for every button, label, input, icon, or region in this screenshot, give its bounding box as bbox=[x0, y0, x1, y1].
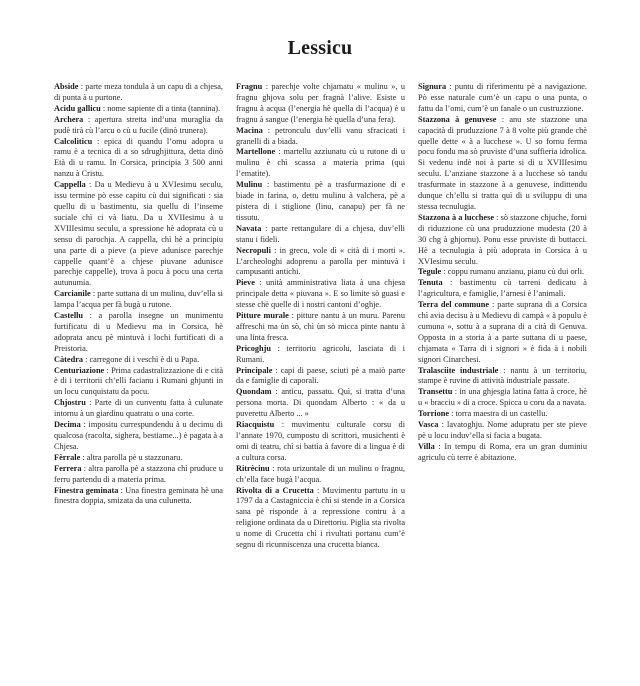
glossary-entry bbox=[418, 409, 587, 420]
glossary-entry bbox=[236, 464, 405, 486]
glossary-definition: : bastimentu cù tarreni dedicatu à l’agricultura, e famiglie, l’arnesi è l’animali. bbox=[418, 278, 587, 299]
glossary-term: Centurìazione bbox=[54, 365, 105, 375]
glossary-entry bbox=[54, 137, 223, 181]
glossary-definition: : epica di quandu l’omu adopra u ramu è a tecnica di a so sdrughjittura, detta dinò Età di u ramu. In Corsica, principia 3 500 anni nanzu à Cristu. bbox=[54, 136, 223, 179]
glossary-definition: : pitture nantu à un muru. Parenu affreschi ma ùn sò, chì ùn sò micca pinte nantu à una linta fresca. bbox=[236, 311, 405, 342]
glossary-entry bbox=[236, 344, 405, 366]
glossary-entry bbox=[236, 311, 405, 344]
glossary-term: Finestra geminata bbox=[54, 485, 119, 495]
glossary-entry bbox=[54, 420, 223, 453]
glossary-term: Torrione bbox=[418, 409, 450, 419]
glossary-term: Fèrrale bbox=[54, 452, 81, 462]
glossary-entry bbox=[418, 366, 587, 388]
glossary-entry bbox=[54, 289, 223, 311]
glossary-term: Ritrècinu bbox=[236, 463, 270, 473]
glossary-entry bbox=[236, 486, 405, 551]
glossary-entry bbox=[236, 224, 405, 246]
glossary-term: Navata bbox=[236, 223, 262, 233]
glossary-entry bbox=[54, 464, 223, 486]
glossary-definition: : carregone di i veschì è di u Papa. bbox=[83, 354, 200, 364]
glossary-entry bbox=[418, 442, 587, 464]
glossary-definition: : capi di paese, sciuti pè a maiò parte da e famiglie di caporali. bbox=[236, 365, 405, 386]
glossary-column-1 bbox=[54, 82, 223, 507]
glossary-term: Pieve bbox=[236, 278, 255, 288]
glossary-definition: : puntu di riferimentu pè a navigazione. Pò esse naturale cum’è un capu o una punta, o fattu da l’omi, cum’è un fanale o un custruzzione. bbox=[418, 82, 587, 113]
glossary-definition: : Una finestra geminata hè una finestra doppia, smizata da una culunetta. bbox=[54, 485, 223, 506]
glossary-definition: : torra maestra di un castellu. bbox=[449, 409, 548, 419]
glossary-definition: : coppu rumanu anzianu, pianu cù dui orli. bbox=[441, 267, 585, 277]
page-title: Lessicu bbox=[287, 37, 353, 59]
glossary-entry bbox=[54, 180, 223, 289]
glossary-term: Villa bbox=[418, 441, 435, 451]
glossary-entry bbox=[236, 278, 405, 311]
glossary-definition: : apertura stretta ind’una muraglia da pudè tirà cù l’arcu o cù u fucile (dinò trunera). bbox=[54, 114, 223, 135]
glossary-term: Castellu bbox=[54, 311, 84, 321]
glossary-definition: : rota urizuntale di un mulinu o fragnu, ch’ella face bugà l’acqua. bbox=[236, 463, 405, 484]
glossary-entry bbox=[418, 82, 587, 115]
glossary-term: Transettu bbox=[418, 387, 453, 397]
glossary-entry bbox=[54, 398, 223, 420]
glossary-definition: : petronculu duv’elli vanu sfracicati i granelli di a biada. bbox=[236, 125, 405, 146]
glossary-definition: : parte rettangulare di a chjesa, duv’elli stanu i fideli. bbox=[236, 223, 405, 244]
glossary-term: Carcianile bbox=[54, 289, 91, 299]
glossary-definition: : parechje volte chjamatu « mulinu », u fragnu ghjova solu per fragnà l’alive. Esiste u fragnu à acqua (l’energia hè quella di l’acqua) è u fragnu à sangue (l’energia hè quella d’una fera). bbox=[236, 82, 405, 124]
glossary-definition: : parte suttana di un mulinu, duv’ella si lampa l’acqua per fà bugà u rutone. bbox=[54, 289, 223, 310]
glossary-definition: : Da u Medievu à u XVIesimu seculu, issu termine pò esse capitu cù dui significati : sia quellu di u bastimentu, sia quellu di l’inseme suciale chì ci và liatu. Da u XVIIesimu à u XVIIIesimu seculu, a spressione hè adoprata cù u sensu di parochja. A cappella, chì hè a principiu una parte di a pieve (a pieve adunisce parechje cappelle quant’è a chjese piuvane adunisce parechje cappelle), trova à pocu à pocu una certa autunumia. bbox=[54, 180, 223, 288]
glossary-definition: : muvimentu culturale corsu di l’annate 1970, cumpostu di scrittori, musichenti è omi di teatru, chì si battìa à favore di a lingua è di a cultura corsa. bbox=[236, 420, 405, 462]
glossary-entry bbox=[418, 115, 587, 213]
glossary-definition: : anticu, passatu. Quì, si tratta d’una persona morta. Di quondam Alberto : « da u puverettu Alberto ... » bbox=[236, 387, 405, 419]
glossary-entry bbox=[54, 486, 223, 508]
glossary-entry bbox=[418, 213, 587, 268]
glossary-term: Principale bbox=[236, 365, 273, 375]
glossary-term: Mulinu bbox=[236, 180, 263, 190]
glossary-definition: : altra parolla pè u stazzunaru. bbox=[80, 452, 183, 462]
glossary-definition: : parte suprana di a Corsica chì avia decisu à u Medievu di campà « à populu è cumuna », sottu à a suprana di a cità di Genuva. Opposta in a storia à a parte suttana di u paese, chjamata « Tarra di i signori » è fida à i nobili signori Cinarchesi. bbox=[418, 300, 587, 364]
glossary-entry bbox=[236, 82, 405, 126]
glossary-definition: : Prima cadastralizzazione di e cità è di i territorii ch’elli facianu i Rumani ghjunti in un locu cunquistatu da pocu. bbox=[54, 365, 223, 397]
glossary-term: Tenuta bbox=[418, 278, 443, 288]
glossary-definition: : impositu currespundendu à u decimu di qualcosa (racolta, sighera, bestiame...) è pagata à a Chjesa. bbox=[54, 420, 223, 451]
glossary-term: Pitture murale bbox=[236, 311, 289, 321]
glossary-term: Càtedra bbox=[54, 354, 84, 364]
glossary-entry bbox=[418, 267, 587, 278]
glossary-entry bbox=[418, 387, 587, 409]
glossary-definition: : territoriu agricolu, lasciata di i Rumani. bbox=[236, 343, 405, 364]
glossary-entry bbox=[54, 453, 223, 464]
glossary-entry bbox=[236, 366, 405, 388]
glossary-entry bbox=[418, 278, 587, 300]
glossary-entry bbox=[236, 387, 405, 420]
glossary-entry bbox=[418, 300, 587, 365]
glossary-entry bbox=[54, 366, 223, 399]
glossary-column-2 bbox=[236, 82, 405, 551]
glossary-entry bbox=[236, 147, 405, 180]
glossary-term: Decima bbox=[54, 420, 81, 430]
glossary-entry bbox=[54, 104, 223, 115]
glossary-definition: : in grecu, vole dì « cità di i morti ». L’archeologhi adoprenu a parolla per mintuvà i campusanti antichi. bbox=[236, 245, 405, 277]
glossary-term: Tegule bbox=[418, 267, 442, 277]
glossary-term: Pricoghju bbox=[236, 343, 272, 353]
glossary-definition: : lavatoghju. Nome adupratu per ste pieve pè u locu induv’ella si facia a bugata. bbox=[418, 420, 587, 440]
glossary-term: Stazzona à a lucchese bbox=[418, 212, 495, 222]
glossary-definition: : nome sapiente di a tinta (tannina). bbox=[100, 103, 221, 113]
glossary-definition: : a parolla insegne un munimentu furtificatu di u Medievu ma in Corsica, hè adoprata ancu pè mintuvà i lochi furtificati di a Preistoria. bbox=[54, 311, 223, 353]
glossary-term: Macina bbox=[236, 125, 263, 135]
glossary-term: Rivolta di a Crucetta bbox=[236, 485, 314, 495]
glossary-definition: : unità amministrativa liata à una chjesa principale detta « piuvana ». E so limite sò guasi e stesse chè quelle di i nostri cantoni d’oghje. bbox=[236, 278, 405, 310]
glossary-definition: : In tempu di Roma, era un gran duminiu agriculu cù terre è abitazione. bbox=[418, 441, 587, 462]
glossary-term: Terra del commune bbox=[418, 300, 490, 310]
glossary-definition: : in una ghjesgia latina fatta à croce, hè u « bracciu » di a croce. Spicca u coru da a navata. bbox=[418, 387, 587, 408]
glossary-entry bbox=[54, 311, 223, 355]
glossary-entry bbox=[54, 115, 223, 137]
glossary-entry bbox=[236, 246, 405, 279]
glossary-term: Necropuli bbox=[236, 245, 271, 255]
glossary-definition: : altra parolla pè a stazzona chì pruduce u ferru partendu di a materia prima. bbox=[54, 463, 223, 484]
glossary-definition: : bastimentu pè a trasfurmazione di e biade in farina, o, dettu mulinu à valchera, pè a pistera di i stiglione (linu, canapu) per fà ne tissutu. bbox=[236, 180, 405, 222]
glossary-term: Riacquistu bbox=[236, 420, 275, 430]
glossary-definition: : parte meza tondula à un capu di a chjesa, di punta à u purtone. bbox=[54, 82, 223, 102]
glossary-term: Abside bbox=[54, 82, 79, 91]
glossary-definition: : nantu à un territoriu, stampe è ruvine di attività industriale passate. bbox=[418, 365, 587, 386]
glossary-term: Cappella bbox=[54, 180, 86, 190]
glossary-definition: : Parte di un cunventu fatta à culunate intornu à un giardinu quatratu o una corte. bbox=[54, 398, 223, 419]
glossary-entry bbox=[54, 355, 223, 366]
glossary-term: Stazzona à genuvese bbox=[418, 114, 497, 124]
glossary-term: Vasca bbox=[418, 420, 439, 430]
glossary-definition: : martellu azziunatu cù u rutone di u mulinu è chì scassa a materia prima (qui l’ematite). bbox=[236, 147, 405, 179]
glossary-entry bbox=[54, 82, 223, 104]
glossary-term: Martellone bbox=[236, 147, 276, 157]
glossary-term: Fragnu bbox=[236, 82, 263, 91]
glossary-entry bbox=[236, 126, 405, 148]
glossary-term: Archera bbox=[54, 114, 84, 124]
glossary-entry bbox=[418, 420, 587, 442]
glossary-entry bbox=[236, 420, 405, 464]
glossary-term: Ferrera bbox=[54, 463, 82, 473]
glossary-term: Signura bbox=[418, 82, 447, 91]
glossary-term: Tralasciite industriale bbox=[418, 365, 499, 375]
glossary-definition: : Muvimentu partutu in u 1797 da a Castagniccia è chì si stende in a Corsica sana pè risponde à a repressione contru à a religione ordinata da u Direttoriu. Piglia sta rivolta u nome di Crucetta chì i rivultati portanu cum’è segnu di ricunniscenza una crucetta bianca. bbox=[236, 485, 405, 550]
glossary-entry bbox=[236, 180, 405, 224]
glossary-term: Quondam bbox=[236, 387, 272, 397]
glossary-term: Acidu gallicu bbox=[54, 103, 101, 113]
glossary-definition: : anu ste stazzone una capacità di pruduzzione 7 à 8 volte più grande chè quelle dette « à a lucchese ». U so fornu ferma pocu fondu ma sò pruviste d’una suffieria idrolica. Si vedenu indè noi à parte si di u XVIIIesimu seculu. L’anziane stazzone à a lucchese sò tandu trasfurmate in stazzone à a genuvese, indittendu dunque ch’ellu si tratta quì di u sviluppu di una stessa tecnulugia. bbox=[418, 114, 587, 211]
glossary-term: Chjostru bbox=[54, 398, 86, 408]
glossary-definition: : sò stazzone chjuche, forni di riduzzione cù una pruduzzione mudesta (20 à 30 chg à ghjornu). Ponu esse pruviste di buttacci. Hè a tecnulugia à più adoprata in Corsica à u XVIesimu seculu. bbox=[418, 212, 587, 266]
glossary-column-3 bbox=[418, 82, 587, 464]
glossary-term: Calcoliticu bbox=[54, 136, 93, 146]
